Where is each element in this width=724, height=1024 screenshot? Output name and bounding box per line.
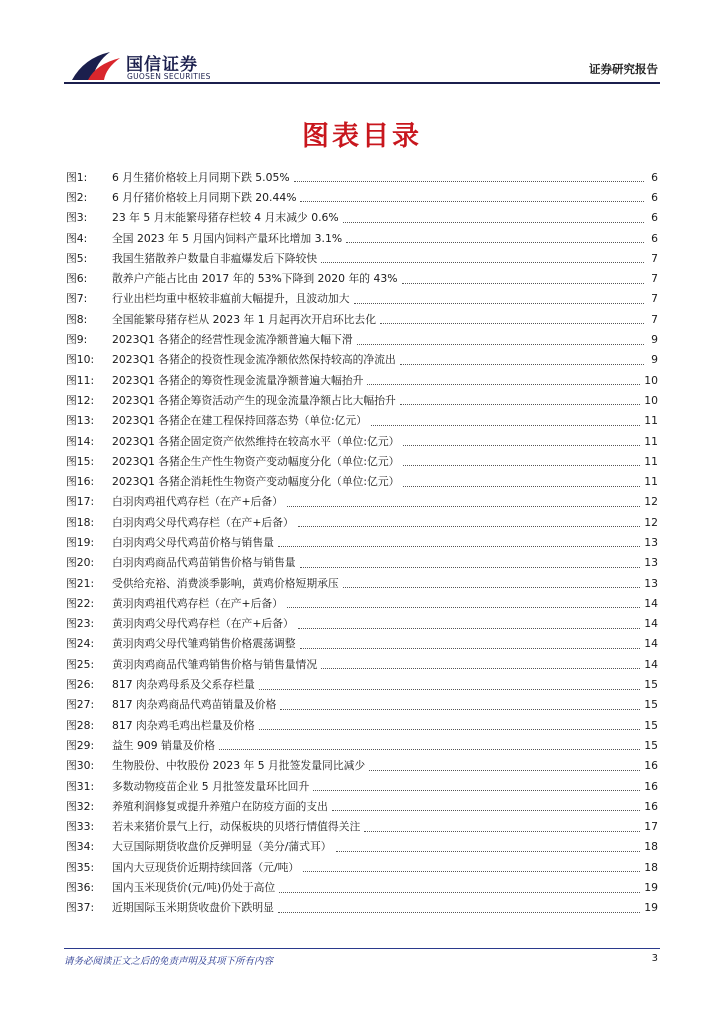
toc-entry-label: 图26: — [66, 678, 95, 692]
toc-dot-leader — [400, 403, 640, 405]
toc-entry-page: 18 — [644, 840, 658, 854]
toc-entry-title: 2023Q1 各猪企消耗性生物资产变动幅度分化（单位:亿元） — [112, 475, 400, 489]
toc-entry-label: 图22: — [66, 596, 95, 610]
footer-divider — [64, 948, 660, 949]
toc-dot-leader — [371, 424, 640, 426]
toc-entry-page: 6 — [651, 211, 658, 225]
page-title: 图表目录 — [302, 121, 422, 152]
toc-entry-title: 23 年 5 月末能繁母猪存栏较 4 月末减少 0.6% — [112, 211, 339, 225]
toc-entry[interactable] — [66, 634, 658, 654]
toc-entry-page: 10 — [644, 393, 658, 407]
toc-entry-title: 2023Q1 各猪企生产性生物资产变动幅度分化（单位:亿元） — [112, 454, 400, 468]
toc-entry-page: 6 — [651, 231, 658, 245]
toc-entry-label: 图33: — [66, 820, 95, 834]
toc-entry-title: 2023Q1 各猪企的筹资性现金流量净额普遍大幅抬升 — [112, 373, 364, 387]
toc-entry-label: 图13: — [66, 414, 95, 428]
toc-entry[interactable] — [66, 674, 658, 694]
toc-entry[interactable] — [66, 857, 658, 877]
toc-dot-leader — [313, 789, 640, 791]
toc-entry-label: 图15: — [66, 454, 95, 468]
toc-dot-leader — [402, 282, 645, 284]
toc-entry-label: 图32: — [66, 799, 95, 813]
toc-entry-page: 6 — [651, 190, 658, 204]
toc-entry-label: 图11: — [66, 373, 95, 387]
toc-dot-leader — [403, 464, 640, 466]
footer-disclaimer: 请务必阅读正文之后的免责声明及其项下所有内容 — [64, 956, 274, 967]
toc-entry-page: 13 — [644, 535, 658, 549]
toc-entry-label: 图12: — [66, 393, 95, 407]
toc-entry-page: 16 — [644, 799, 658, 813]
toc-dot-leader — [369, 769, 640, 771]
toc-entry-title: 近期国际玉米期货收盘价下跌明显 — [112, 901, 274, 915]
toc-entry-page: 11 — [644, 434, 658, 448]
toc-entry[interactable] — [66, 512, 658, 532]
toc-entry-label: 图7: — [66, 292, 88, 306]
toc-entry[interactable] — [66, 289, 658, 309]
toc-dot-leader — [259, 688, 640, 690]
toc-entry[interactable] — [66, 735, 658, 755]
toc-entry-page: 17 — [644, 820, 658, 834]
toc-entry[interactable] — [66, 553, 658, 573]
toc-entry[interactable] — [66, 228, 658, 248]
toc-entry[interactable] — [66, 329, 658, 349]
toc-entry-page: 16 — [644, 779, 658, 793]
toc-dot-leader — [357, 343, 644, 345]
toc-dot-leader — [367, 383, 640, 385]
toc-entry[interactable] — [66, 776, 658, 796]
toc-entry-title: 白羽肉鸡商品代鸡苗销售价格与销售量 — [112, 556, 296, 570]
toc-entry-page: 15 — [644, 738, 658, 752]
toc-entry-title: 黄羽肉鸡父母代鸡存栏（在产+后备） — [112, 617, 294, 631]
toc-entry[interactable] — [66, 208, 658, 228]
toc-dot-leader — [332, 809, 640, 811]
toc-entry-page: 18 — [644, 860, 658, 874]
toc-entry-title: 全国 2023 年 5 月国内饲料产量环比增加 3.1% — [112, 231, 343, 245]
toc-entry-title: 2023Q1 各猪企的投资性现金流净额依然保持较高的净流出 — [112, 353, 396, 367]
toc-dot-leader — [321, 667, 640, 669]
toc-entry[interactable] — [66, 167, 658, 187]
toc-entry-label: 图25: — [66, 657, 95, 671]
toc-entry-page: 9 — [651, 353, 658, 367]
toc-entry[interactable] — [66, 877, 658, 897]
toc-dot-leader — [303, 870, 640, 872]
toc-entry-page: 19 — [644, 901, 658, 915]
toc-dot-leader — [346, 241, 644, 243]
toc-entry-label: 图34: — [66, 840, 95, 854]
toc-entry-title: 行业出栏均重中枢较非瘟前大幅提升，且波动加大 — [112, 292, 350, 306]
toc-entry-page: 7 — [651, 272, 658, 286]
toc-entry[interactable] — [66, 268, 658, 288]
toc-dot-leader — [280, 708, 640, 710]
toc-entry-label: 图8: — [66, 312, 88, 326]
toc-entry-title: 2023Q1 各猪企筹资活动产生的现金流量净额占比大幅抬升 — [112, 393, 396, 407]
toc-dot-leader — [343, 586, 641, 588]
toc-dot-leader — [300, 200, 644, 202]
toc-dot-leader — [278, 911, 640, 913]
toc-entry-page: 12 — [644, 515, 658, 529]
toc-entry-label: 图35: — [66, 860, 95, 874]
toc-entry-title: 黄羽肉鸡父母代雏鸡销售价格震荡调整 — [112, 637, 296, 651]
toc-dot-leader — [300, 647, 641, 649]
toc-entry-label: 图4: — [66, 231, 88, 245]
report-type-label: 证券研究报告 — [589, 62, 658, 76]
toc-entry-title: 养殖利润修复或提升养殖户在防疫方面的支出 — [112, 799, 328, 813]
toc-entry-page: 9 — [651, 333, 658, 347]
toc-entry-page: 6 — [651, 170, 658, 184]
toc-entry-label: 图14: — [66, 434, 95, 448]
toc-entry-page: 14 — [644, 637, 658, 651]
toc-entry[interactable] — [66, 350, 658, 370]
toc-entry-label: 图6: — [66, 272, 88, 286]
toc-dot-leader — [354, 302, 644, 304]
toc-entry[interactable] — [66, 654, 658, 674]
toc-entry-title: 817 肉杂鸡母系及父系存栏量 — [112, 678, 255, 692]
header-divider — [64, 82, 660, 84]
toc-entry-title: 白羽肉鸡父母代鸡苗价格与销售量 — [112, 535, 274, 549]
toc-entry-title: 白羽肉鸡父母代鸡存栏（在产+后备） — [112, 515, 294, 529]
logo-english-name: GUOSEN SECURITIES — [127, 72, 211, 81]
toc-entry-page: 11 — [644, 414, 658, 428]
toc-dot-leader — [403, 485, 640, 487]
toc-entry-title: 2023Q1 各猪企固定资产依然维持在较高水平（单位:亿元） — [112, 434, 400, 448]
toc-entry-page: 7 — [651, 312, 658, 326]
toc-entry[interactable] — [66, 451, 658, 471]
toc-entry[interactable] — [66, 309, 658, 329]
toc-dot-leader — [298, 627, 640, 629]
toc-entry-page: 14 — [644, 657, 658, 671]
toc-entry-title: 817 肉杂鸡毛鸡出栏量及价格 — [112, 718, 255, 732]
toc-entry-label: 图5: — [66, 251, 88, 265]
figure-table-of-contents — [66, 167, 658, 918]
toc-entry-page: 7 — [651, 292, 658, 306]
toc-entry-title: 国内玉米现货价(元/吨)仍处于高位 — [112, 881, 276, 895]
toc-entry-title: 6 月仔猪价格较上月同期下跌 20.44% — [112, 190, 297, 204]
toc-entry-label: 图3: — [66, 211, 88, 225]
toc-entry-title: 若未来猪价景气上行，动保板块的贝塔行情值得关注 — [112, 820, 361, 834]
toc-entry[interactable] — [66, 187, 658, 207]
toc-entry[interactable] — [66, 532, 658, 552]
toc-dot-leader — [336, 850, 641, 852]
toc-entry-title: 受供给充裕、消费淡季影响，黄鸡价格短期承压 — [112, 576, 339, 590]
toc-entry-title: 817 肉杂鸡商品代鸡苗销量及价格 — [112, 698, 277, 712]
page-number: 3 — [651, 953, 658, 964]
toc-entry-title: 散养户产能占比由 2017 年的 53%下降到 2020 年的 43% — [112, 272, 398, 286]
toc-dot-leader — [287, 606, 640, 608]
toc-entry-label: 图16: — [66, 475, 95, 489]
toc-entry-label: 图23: — [66, 617, 95, 631]
toc-entry[interactable] — [66, 796, 658, 816]
toc-entry-label: 图24: — [66, 637, 95, 651]
toc-entry[interactable] — [66, 695, 658, 715]
toc-entry-page: 15 — [644, 718, 658, 732]
toc-entry-title: 我国生猪散养户数量自非瘟爆发后下降较快 — [112, 251, 318, 265]
toc-entry-page: 12 — [644, 495, 658, 509]
toc-entry-page: 15 — [644, 678, 658, 692]
toc-entry-title: 白羽肉鸡祖代鸡存栏（在产+后备） — [112, 495, 283, 509]
toc-dot-leader — [279, 891, 640, 893]
toc-dot-leader — [364, 830, 640, 832]
toc-entry-label: 图18: — [66, 515, 95, 529]
toc-entry-label: 图36: — [66, 881, 95, 895]
toc-entry[interactable] — [66, 898, 658, 918]
toc-entry-label: 图2: — [66, 190, 88, 204]
toc-entry[interactable] — [66, 492, 658, 512]
toc-entry[interactable] — [66, 837, 658, 857]
toc-entry[interactable] — [66, 614, 658, 634]
toc-entry-label: 图31: — [66, 779, 95, 793]
toc-entry-title: 2023Q1 各猪企的经营性现金流净额普遍大幅下滑 — [112, 333, 353, 347]
logo-mark-icon — [70, 50, 124, 84]
toc-entry[interactable] — [66, 431, 658, 451]
toc-entry-title: 大豆国际期货收盘价反弹明显（美分/蒲式耳） — [112, 840, 332, 854]
toc-entry[interactable] — [66, 817, 658, 837]
toc-entry-page: 7 — [651, 251, 658, 265]
toc-dot-leader — [403, 444, 640, 446]
toc-entry-title: 生物股份、中牧股份 2023 年 5 月批签发量同比减少 — [112, 759, 366, 773]
toc-entry-title: 6 月生猪价格较上月同期下跌 5.05% — [112, 170, 290, 184]
toc-entry-title: 国内大豆现货价近期持续回落（元/吨） — [112, 860, 300, 874]
toc-entry-label: 图19: — [66, 535, 95, 549]
toc-entry-label: 图28: — [66, 718, 95, 732]
toc-entry-title: 多数动物疫苗企业 5 月批签发量环比回升 — [112, 779, 310, 793]
toc-entry-label: 图20: — [66, 556, 95, 570]
toc-entry-label: 图17: — [66, 495, 95, 509]
toc-dot-leader — [321, 261, 644, 263]
toc-entry-title: 黄羽肉鸡祖代鸡存栏（在产+后备） — [112, 596, 283, 610]
toc-entry-label: 图9: — [66, 333, 88, 347]
toc-entry[interactable] — [66, 573, 658, 593]
toc-dot-leader — [343, 221, 644, 223]
toc-entry-page: 15 — [644, 698, 658, 712]
toc-entry[interactable] — [66, 715, 658, 735]
toc-entry-page: 13 — [644, 556, 658, 570]
toc-entry-page: 14 — [644, 596, 658, 610]
toc-entry[interactable] — [66, 471, 658, 491]
toc-entry-label: 图27: — [66, 698, 95, 712]
toc-dot-leader — [278, 545, 640, 547]
toc-entry-label: 图21: — [66, 576, 95, 590]
toc-entry[interactable] — [66, 756, 658, 776]
toc-entry-label: 图29: — [66, 738, 95, 752]
toc-entry-page: 14 — [644, 617, 658, 631]
toc-entry-page: 11 — [644, 475, 658, 489]
toc-entry-page: 13 — [644, 576, 658, 590]
toc-entry-title: 2023Q1 各猪企在建工程保持回落态势（单位:亿元） — [112, 414, 368, 428]
toc-entry-page: 11 — [644, 454, 658, 468]
page-header — [0, 0, 724, 90]
toc-dot-leader — [294, 180, 644, 182]
toc-entry-title: 益生 909 销量及价格 — [112, 738, 216, 752]
toc-dot-leader — [287, 505, 640, 507]
toc-entry[interactable] — [66, 390, 658, 410]
toc-entry-title: 黄羽肉鸡商品代雏鸡销售价格与销售量情况 — [112, 657, 318, 671]
toc-entry-page: 19 — [644, 881, 658, 895]
toc-entry-label: 图37: — [66, 901, 95, 915]
toc-entry-label: 图10: — [66, 353, 95, 367]
company-logo — [70, 50, 220, 90]
toc-dot-leader — [298, 525, 640, 527]
toc-entry-page: 16 — [644, 759, 658, 773]
toc-dot-leader — [400, 363, 644, 365]
toc-dot-leader — [300, 566, 641, 568]
toc-entry[interactable] — [66, 248, 658, 268]
toc-dot-leader — [259, 728, 640, 730]
toc-entry-label: 图30: — [66, 759, 95, 773]
logo-chinese-name: 国信证券 — [126, 55, 198, 75]
toc-entry[interactable] — [66, 411, 658, 431]
toc-entry-title: 全国能繁母猪存栏从 2023 年 1 月起再次开启环比去化 — [112, 312, 377, 326]
toc-dot-leader — [380, 322, 644, 324]
toc-entry[interactable] — [66, 593, 658, 613]
toc-entry-label: 图1: — [66, 170, 88, 184]
toc-dot-leader — [219, 748, 640, 750]
toc-entry-page: 10 — [644, 373, 658, 387]
toc-entry[interactable] — [66, 370, 658, 390]
